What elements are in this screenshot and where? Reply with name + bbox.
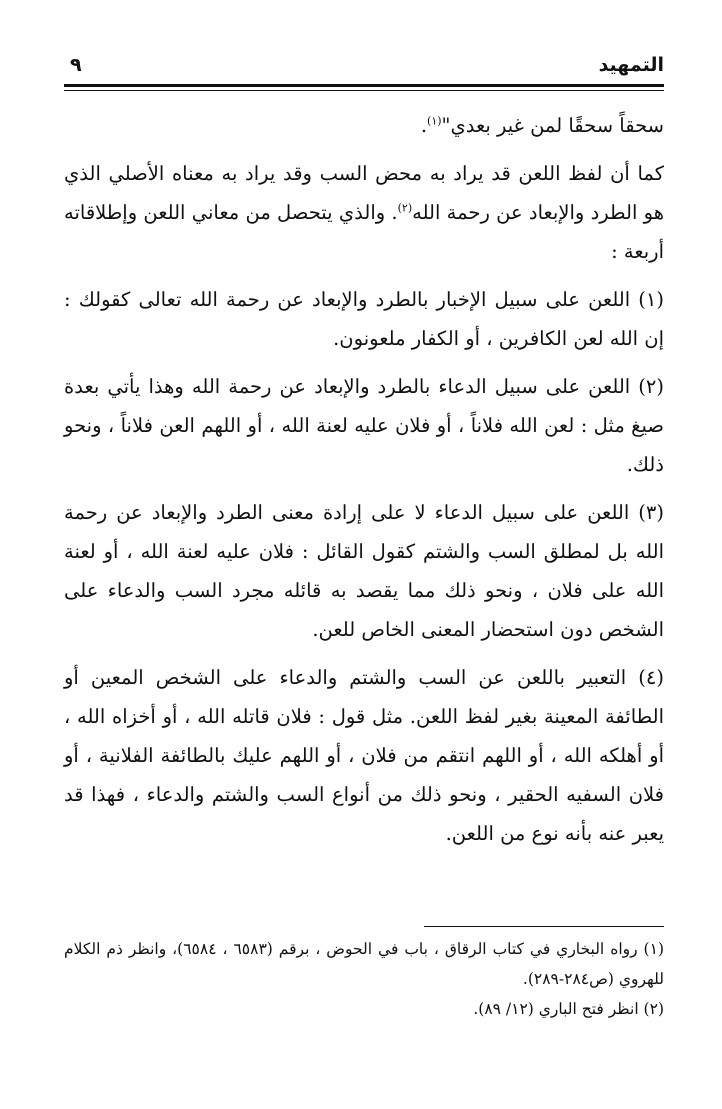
header-rule-thin [64,90,664,91]
footnote-ref: (٢) [397,201,413,215]
footnote-1: (١) رواه البخاري في كتاب الرقاق ، باب في الحوض ، برقم (٦٥٨٣ ، ٦٥٨٤)، وانظر ذم الكلام للهروي (ص٢٨٤-٢٨٩). [64,940,664,988]
paragraph-text: سحقاً سحقًا لمن غير بعدي" [441,114,664,137]
paragraph-2 [64,154,664,271]
body-text [64,106,664,862]
paragraph-text-after: . [420,114,428,137]
paragraph-text: (٤) التعبير باللعن عن السب والشتم والدعاء على الشخص المعين أو الطائفة المعينة بغير لفظ اللعن. مثل قول : فلان قاتله الله ، أو أخزاه الله ، أو أهلكه الله ، أو اللهم انتقم من فلان ، أو اللهم عليك بالطائفة الفلانية ، أو فلان السفيه الحقير ، ونحو ذلك من أنواع السب والشتم والدعاء ، فهذا قد يعبر عنه بأنه نوع من اللعن. [64,666,664,845]
header-title: التمهيد [598,54,664,76]
document-page [64,48,664,1078]
paragraph-text: (١) اللعن على سبيل الإخبار بالطرد والإبعاد عن رحمة الله تعالى كقولك : إن الله لعن الكافرين ، أو الكفار ملعونون. [64,288,664,350]
page-number: ٩ [70,54,82,76]
paragraph-6 [64,658,664,853]
footnote-separator [424,926,664,927]
footnotes [64,934,664,1024]
paragraph-3 [64,280,664,358]
header-rule-thick [64,84,664,87]
page-header [64,48,664,82]
paragraph-text: كما أن لفظ اللعن قد يراد به محض السب وقد يراد به معناه الأصلي الذي هو الطرد والإبعاد عن رحمة الله [64,162,664,224]
paragraph-4 [64,367,664,484]
paragraph-text: (٣) اللعن على سبيل الدعاء لا على إرادة معنى الطرد والإبعاد عن رحمة الله بل لمطلق السب والشتم كقول القائل : فلان عليه لعنة الله ، أو لعنة الله على فلان ، ونحو ذلك مما يقصد به قائله مجرد السب والدعاء على الشخص دون استحضار المعنى الخاص للعن. [64,501,664,641]
footnote-2: (٢) انظر فتح الباري (١٢/ ٨٩). [473,1000,664,1018]
paragraph-text: (٢) اللعن على سبيل الدعاء بالطرد والإبعاد عن رحمة الله وهذا يأتي بعدة صيغ مثل : لعن الله فلاناً ، أو فلان عليه لعنة الله ، أو اللهم العن فلاناً ، ونحو ذلك. [64,375,664,476]
paragraph-1 [64,106,664,145]
footnote-ref: (١) [427,114,442,128]
paragraph-text-after: . والذي يتحصل من معاني اللعن وإطلاقاته أربعة : [64,201,664,263]
paragraph-5 [64,493,664,649]
